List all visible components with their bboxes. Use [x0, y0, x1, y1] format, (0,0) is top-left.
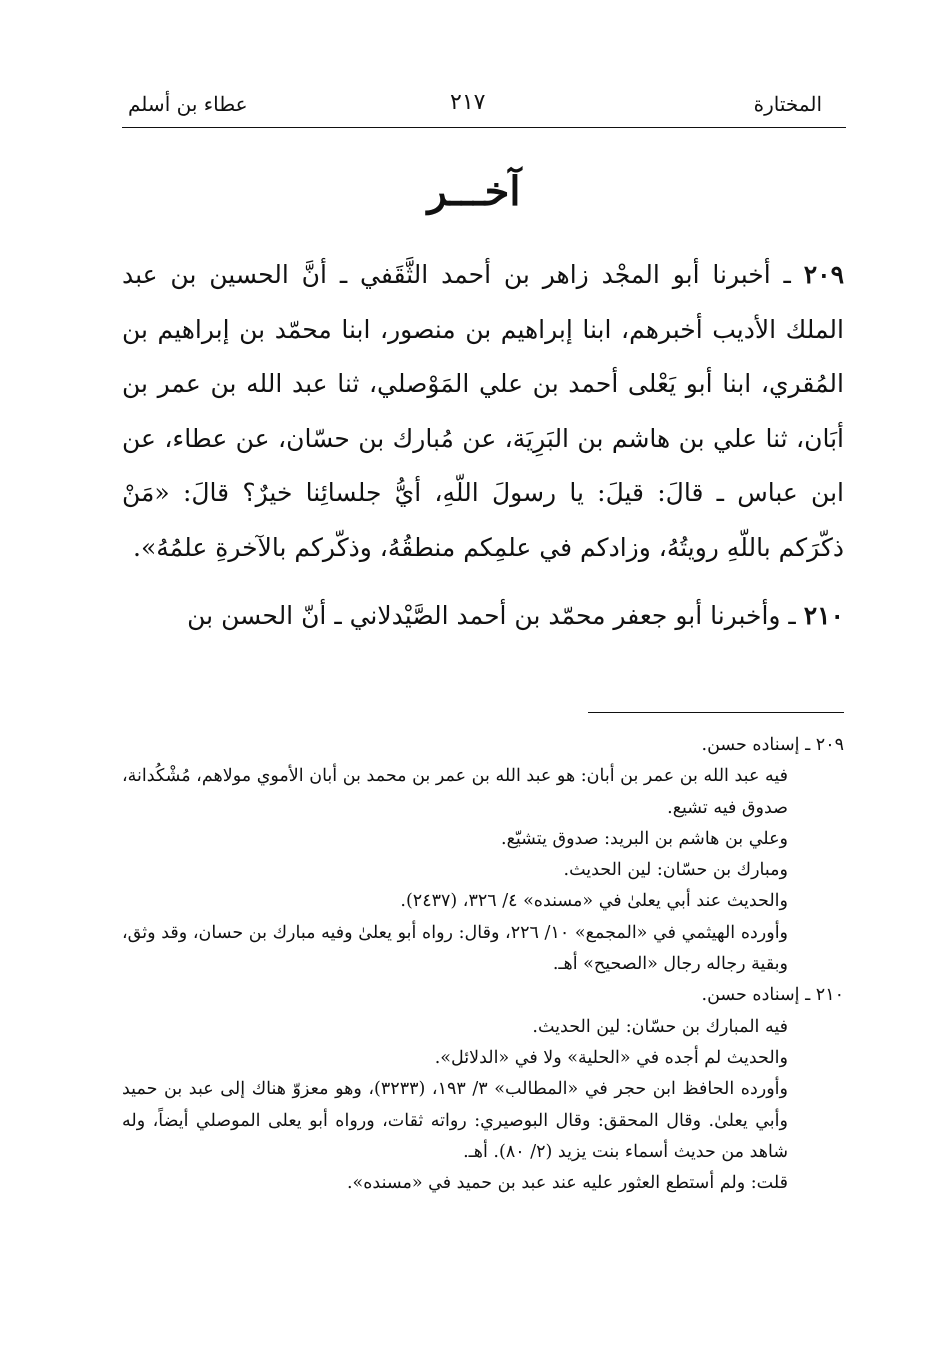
- footnote-line: فيه عبد الله بن عمر بن أبان: هو عبد الله بن عمر بن محمد بن أبان الأموي مولاهم، مُشْكُدانة، صدوق فيه تشيع.: [122, 766, 788, 818]
- hadith-210: [122, 589, 844, 644]
- hadith-number: ٢١٠: [803, 601, 844, 630]
- hadith-209: [122, 248, 844, 575]
- footnote-separator: [588, 712, 844, 713]
- footnote-line: وأورده الهيثمي في «المجمع» ١٠/ ٢٢٦، وقال: رواه أبو يعلىٰ وفيه مبارك بن حسان، وقد وثق، وبقية رجاله رجال «الصحيح» أهـ.: [122, 922, 789, 975]
- footnote-line: وعلي بن هاشم بن البريد: صدوق يتشيّع.: [501, 828, 788, 849]
- footnote-lead: إسناده حسن.: [701, 735, 800, 755]
- running-header-book-title: المختارة: [753, 92, 822, 116]
- footnote-label: ٢١٠ ـ: [805, 985, 844, 1006]
- footnote-lead: إسناده حسن.: [701, 985, 800, 1006]
- footnote-line: والحديث لم أجده في «الحلية» ولا في «الدلائل».: [434, 1047, 788, 1068]
- footnotes: [122, 730, 844, 1199]
- footnote-line: والحديث عند أبي يعلىٰ في «مسنده» ٤/ ٣٢٦، (٢٤٣٧).: [400, 891, 788, 912]
- footnote-209-heading: [122, 730, 844, 761]
- running-header-section-title: عطاء بن أسلم: [128, 92, 248, 116]
- footnote-label: ٢٠٩ ـ: [805, 735, 844, 755]
- chapter-title: آخـــر: [427, 168, 521, 215]
- footnote-line: فيه المبارك بن حسّان: لين الحديث.: [532, 1016, 788, 1037]
- footnote-line: ومبارك بن حسّان: لين الحديث.: [563, 860, 788, 881]
- main-text: [122, 248, 844, 644]
- hadith-text: ـ وأخبرنا أبو جعفر محمّد بن أحمد الصَّيْدلاني ـ أنّ الحسن بن: [187, 601, 796, 630]
- hadith-number: ٢٠٩: [803, 260, 845, 289]
- hadith-text: ـ أخبرنا أبو المجْد زاهر بن أحمد الثَّقَفي ـ أنَّ الحسين بن عبد الملك الأديب أخبرهم، ابنا إبراهيم بن منصور، ابنا محمّد بن إبراهيم بن المُقري، ابنا أبو يَعْلى أحمد بن علي المَوْصلي، ثنا عبد الله بن عمر بن أبَان، ثنا علي بن هاشم بن البَرِيَة، عن مُبارك بن حسّان، عن عطاء، عن ابن عباس ـ قالَ: قيلَ: يا رسولَ اللّهِ، أيُّ جلسائِنا خيرٌ؟ قالَ: «مَنْ ذكّرَكم باللّهِ رويتُهُ، وزادكم في علمِكم منطقُهُ، وذكّركم بالآخرةِ علمُهُ».: [122, 260, 844, 562]
- footnote-210-heading: [122, 980, 844, 1011]
- page-number: ٢١٧: [450, 90, 486, 115]
- footnote-line: وأورده الحافظ ابن حجر في «المطالب» ٣/ ١٩٣، (٣٢٣٣)، وهو معزوّ هناك إلى عبد بن حميد وأبي يعلىٰ. وقال المحقق: وقال البوصيري: رواته ثقات، ورواه أبو يعلى الموصلي أيضاً، وله شاهد من حديث أسماء بنت يزيد (٢/ ٨٠). أهـ.: [122, 1079, 788, 1162]
- header-rule: [122, 127, 846, 128]
- footnote-line: قلت: ولم أستطع العثور عليه عند عبد بن حميد في «مسنده».: [346, 1173, 788, 1194]
